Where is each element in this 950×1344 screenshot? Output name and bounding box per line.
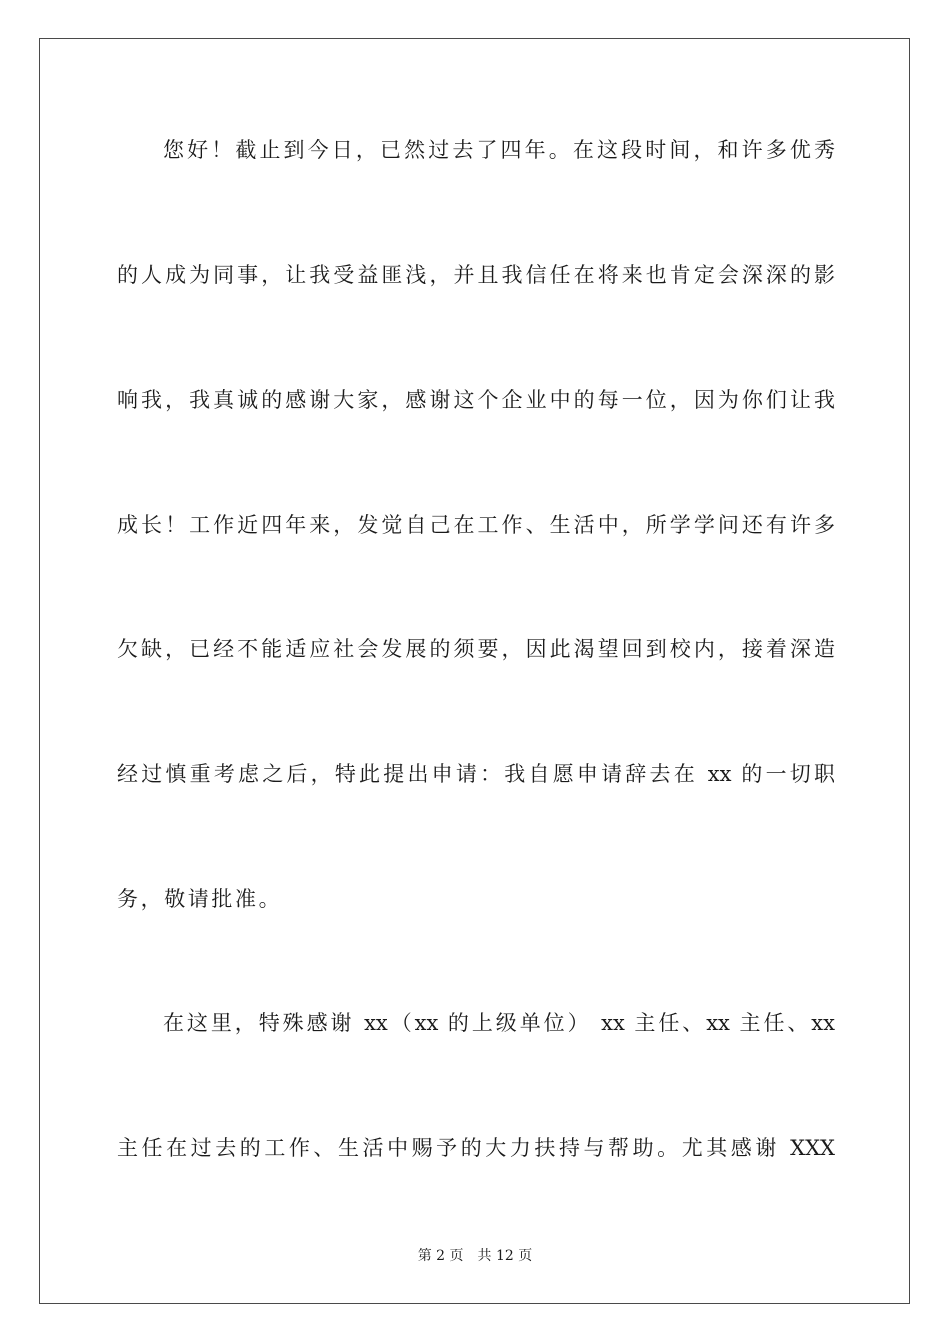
paragraph-1-line-4: 成长！工作近四年来，发觉自己在工作、生活中，所学学问还有许多	[117, 513, 835, 537]
paragraph-3-line-2: 主任在过去的工作、生活中赐予的大力扶持与帮助。尤其感谢 XXX	[117, 1136, 835, 1160]
paragraph-1-line-1: 您好！截止到今日，已然过去了四年。在这段时间，和许多优秀	[163, 138, 835, 162]
paragraph-1-line-2: 的人成为同事，让我受益匪浅，并且我信任在将来也肯定会深深的影	[117, 263, 835, 287]
page-border	[39, 38, 910, 1304]
paragraph-3-line-1: 在这里，特殊感谢 xx（xx 的上级单位） xx 主任、xx 主任、xx	[163, 1011, 835, 1035]
paragraph-2-line-1: 经过慎重考虑之后，特此提出申请：我自愿申请辞去在 xx 的一切职	[117, 762, 835, 786]
paragraph-1-line-3: 响我，我真诚的感谢大家，感谢这个企业中的每一位，因为你们让我	[117, 388, 835, 412]
paragraph-1-line-5: 欠缺，已经不能适应社会发展的须要，因此渴望回到校内，接着深造	[117, 637, 835, 661]
page-total: 共 12 页	[477, 1248, 533, 1264]
paragraph-2-line-2: 务，敬请批准。	[117, 887, 283, 911]
page-number: 第 2 页	[417, 1248, 464, 1264]
page-footer	[0, 1246, 950, 1266]
